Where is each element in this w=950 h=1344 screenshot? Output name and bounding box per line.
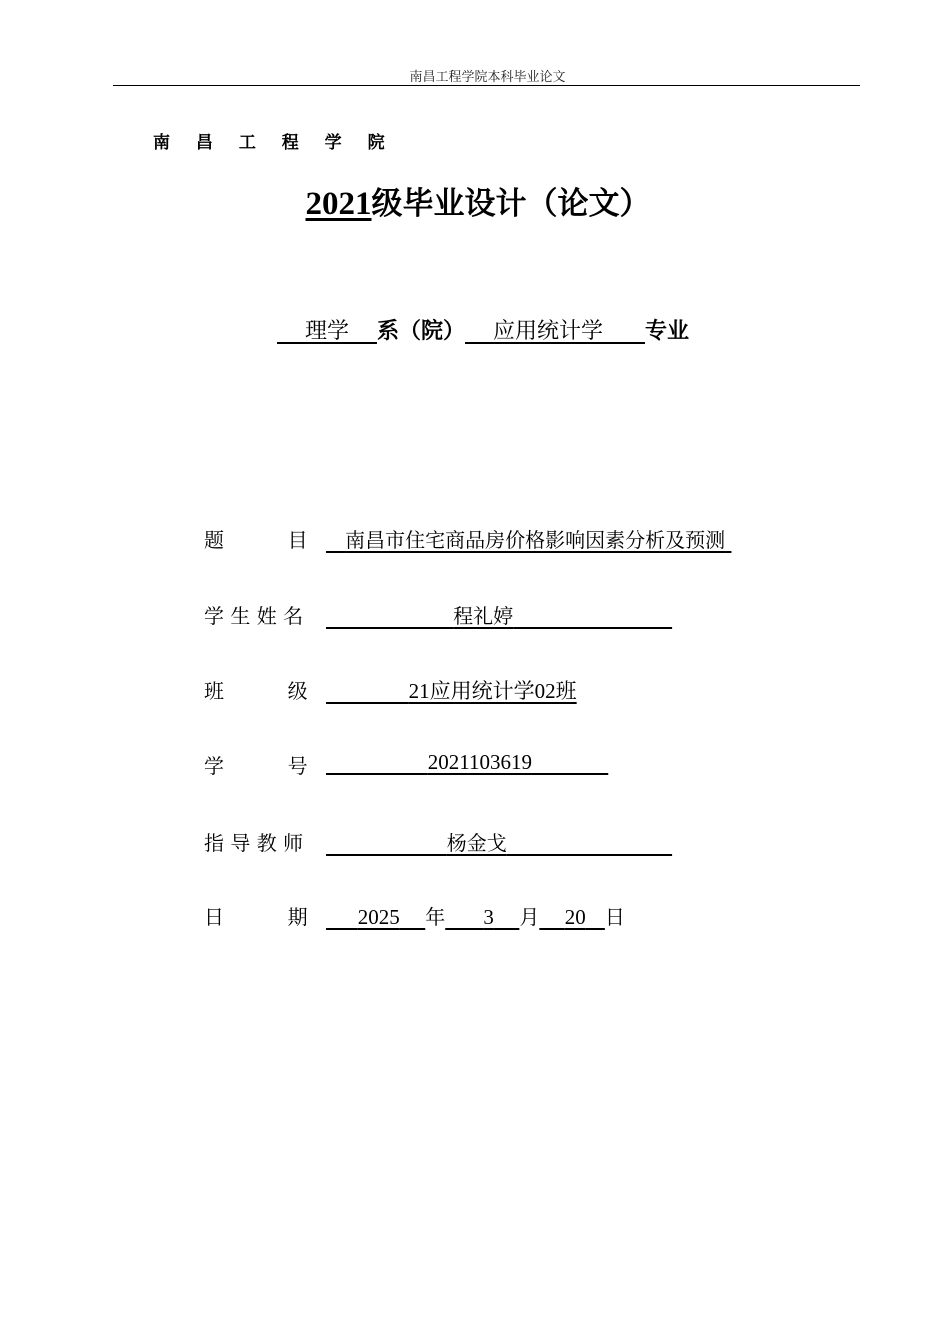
student-id-blank bbox=[326, 750, 608, 775]
student-name-value: 程礼婷 bbox=[453, 604, 514, 628]
student-id-value: 2021103619 bbox=[427, 750, 532, 774]
major-value: 应用统计学 bbox=[492, 319, 603, 344]
class-label: 班 级 bbox=[204, 679, 308, 703]
topic-value: 南昌市住宅商品房价格影响因素分析及预测 bbox=[345, 528, 726, 552]
header-rule bbox=[113, 85, 860, 86]
field-advisor bbox=[204, 827, 507, 857]
field-date bbox=[204, 901, 625, 931]
title-text: 级毕业设计（论文） bbox=[371, 186, 651, 222]
advisor-label: 指 导 教 师 bbox=[204, 831, 304, 855]
date-month: 3 bbox=[483, 905, 494, 929]
date-day-unit: 日 bbox=[604, 905, 625, 929]
date-year: 2025 bbox=[357, 905, 400, 929]
date-month-unit: 月 bbox=[519, 905, 540, 929]
major-blank bbox=[465, 319, 645, 344]
topic-label: 题 目 bbox=[204, 528, 308, 552]
student-name-label: 学 生 姓 名 bbox=[204, 604, 304, 628]
major-label: 专业 bbox=[644, 319, 689, 344]
running-header: 南昌工程学院本科毕业论文 bbox=[409, 70, 566, 85]
college-blank bbox=[277, 319, 377, 344]
advisor-value: 杨金戈 bbox=[446, 831, 507, 855]
student-id-label: 学 号 bbox=[204, 754, 308, 778]
school-name: 南 昌 工 程 学 院 bbox=[153, 133, 395, 153]
field-student-name bbox=[204, 600, 514, 630]
class-blank bbox=[326, 675, 577, 705]
college-label: 系（院） bbox=[376, 319, 465, 344]
thesis-title bbox=[0, 178, 950, 223]
date-year-unit: 年 bbox=[425, 905, 446, 929]
date-year-blank bbox=[326, 905, 425, 929]
field-class bbox=[204, 675, 577, 705]
topic-value-blank bbox=[326, 524, 731, 553]
field-student-id bbox=[204, 750, 532, 780]
date-blanks bbox=[326, 901, 625, 930]
date-day-blank bbox=[539, 905, 605, 929]
college-value: 理学 bbox=[304, 319, 349, 344]
class-value: 21应用统计学02班 bbox=[408, 679, 577, 703]
student-name-blank bbox=[326, 600, 672, 629]
date-label: 日 期 bbox=[204, 905, 308, 929]
date-day: 20 bbox=[564, 905, 586, 929]
title-year: 2021 bbox=[305, 186, 372, 222]
date-month-blank bbox=[445, 905, 519, 929]
field-topic bbox=[204, 524, 726, 554]
advisor-blank bbox=[326, 827, 672, 856]
department-line bbox=[0, 314, 950, 345]
